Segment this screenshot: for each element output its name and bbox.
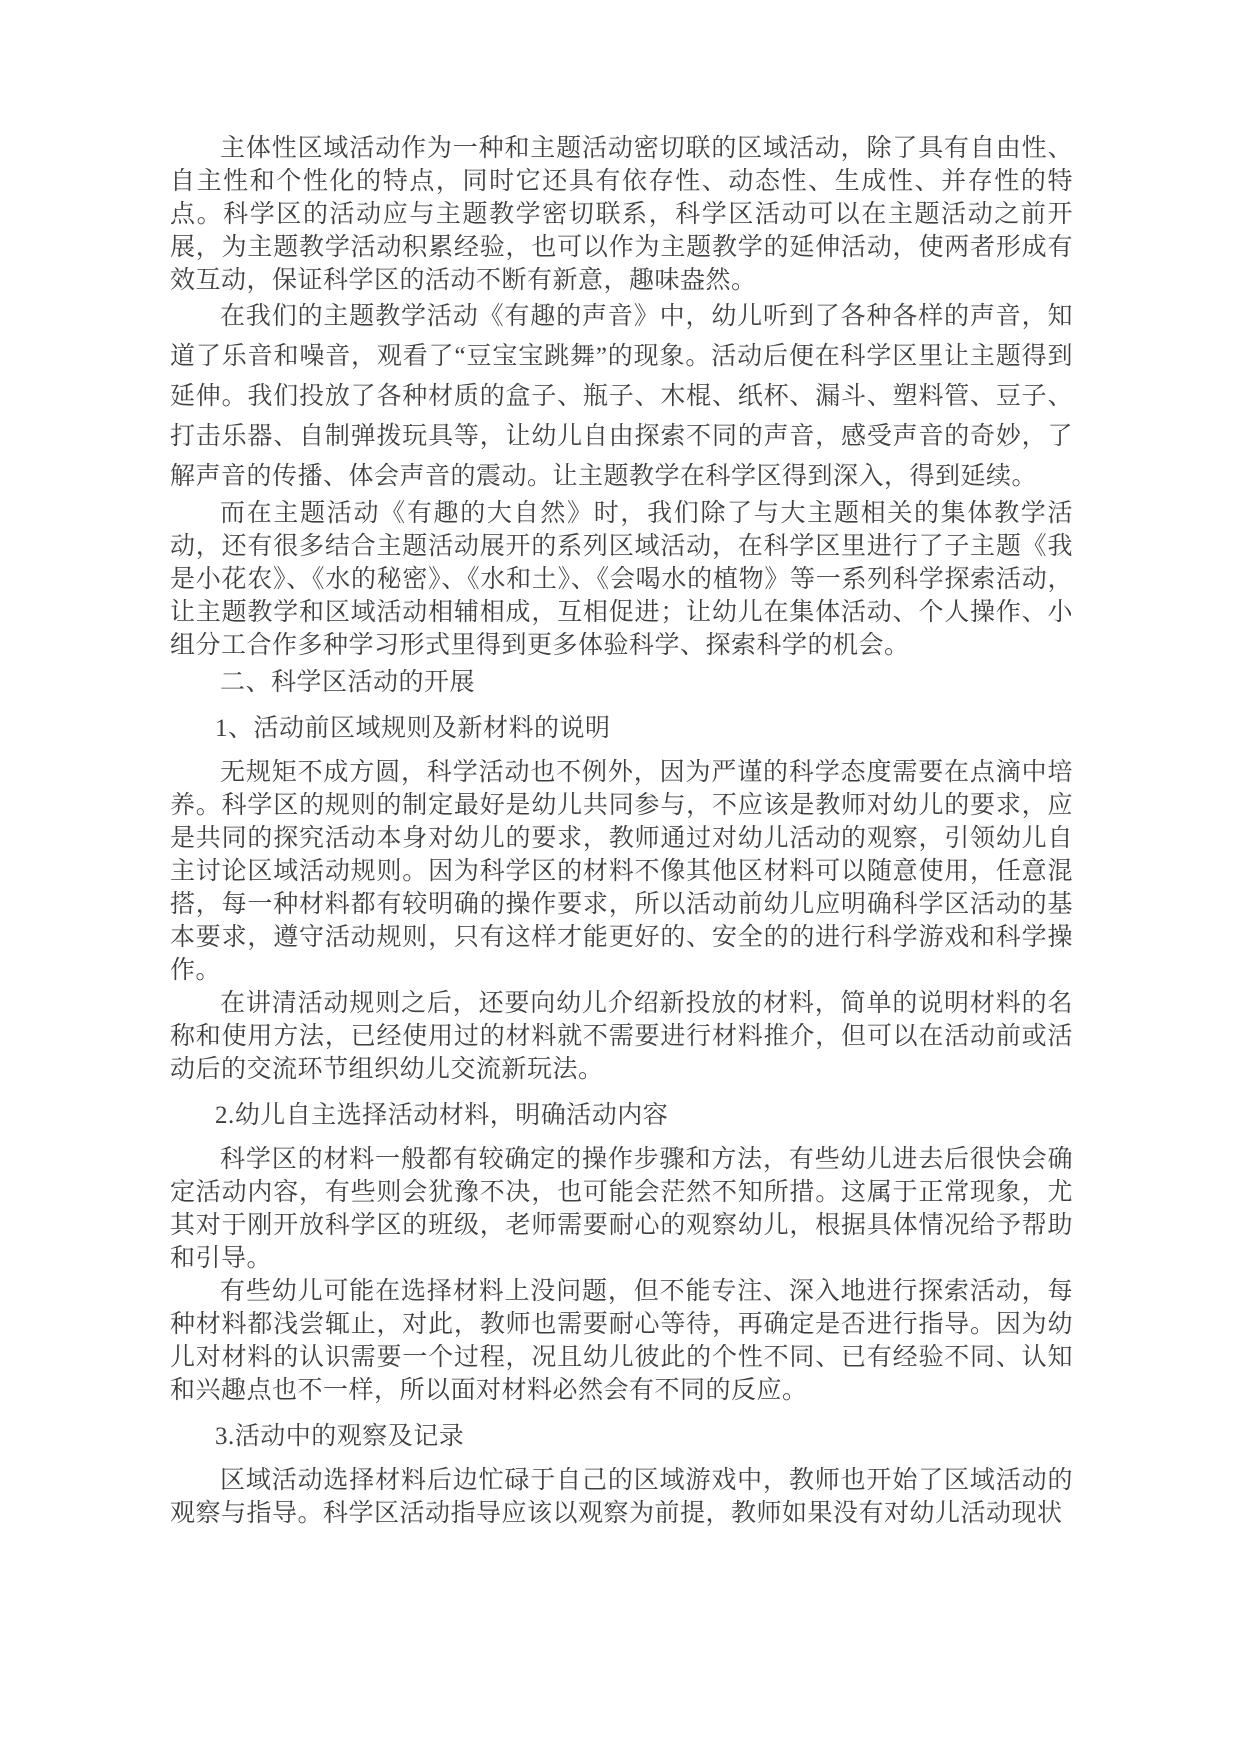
paragraph-rules-making: 无规矩不成方圆，科学活动也不例外，因为严谨的科学态度需要在点滴中培养。科学区的规则的制定最好是幼儿共同参与，不应该是教师对幼儿的要求，应是共同的探究活动本身对幼儿的要求，教师通过对幼儿活动的观察，引领幼儿自主讨论区域活动规则。因为科学区的材料不像其他区材料可以随意使用，任意混搭，每一种材料都有较明确的操作要求，所以活动前幼儿应明确科学区活动的基本要求，遵守活动规则，只有这样才能更好的、安全的的进行科学游戏和科学操作。 <box>170 759 1073 984</box>
paragraph-material-steps: 科学区的材料一般都有较确定的操作步骤和方法，有些幼儿进去后很快会确定活动内容，有些则会犹豫不决，也可能会茫然不知所措。这属于正常现象，尤其对于刚开放科学区的班级，老师需要耐心的观察幼儿，根据具体情况给予帮助和引导。 <box>170 1146 1073 1272</box>
paragraph-child-differences: 有些幼儿可能在选择材料上没问题，但不能专注、深入地进行探索活动，每种材料都浅尝辄止，对此，教师也需要耐心等待，再确定是否进行指导。因为幼儿对材料的认识需要一个过程，况且幼儿彼此的个性不同、已有经验不同、认知和兴趣点也不一样，所以面对材料必然会有不同的反应。 <box>170 1278 1073 1404</box>
paragraph-material-introduction: 在讲清活动规则之后，还要向幼儿介绍新投放的材料，简单的说明材料的名称和使用方法，已经使用过的材料就不需要进行材料推介，但可以在活动前或活动后的交流环节组织幼儿交流新玩法。 <box>170 990 1073 1083</box>
paragraph-sound-theme: 在我们的主题教学活动《有趣的声音》中，幼儿听到了各种各样的声音，知道了乐音和噪音，观看了“豆宝宝跳舞”的现象。活动后便在科学区里让主题得到延伸。我们投放了各种材质的盒子、瓶子、木棍、纸杯、漏斗、塑料管、豆子、打击乐器、自制弹拨玩具等，让幼儿自由探索不同的声音，感受声音的奇妙，了解声音的传播、体会声音的震动。让主题教学在科学区得到深入，得到延续。 <box>170 303 1073 490</box>
document-text-body <box>170 132 1073 1530</box>
paragraph-intro-region-activity: 主体性区域活动作为一种和主题活动密切联的区域活动，除了具有自由性、自主性和个性化的特点，同时它还具有依存性、动态性、生成性、并存性的特点。科学区的活动应与主题教学密切联系，科学区活动可以在主题活动之前开展，为主题教学活动积累经验，也可以作为主题教学的延伸活动，使两者形成有效互动，保证科学区的活动不断有新意，趣味盎然。 <box>170 135 1073 294</box>
sub-heading-3-observe-record: 3.活动中的观察及记录 <box>215 1423 465 1450</box>
paragraph-nature-theme: 而在主题活动《有趣的大自然》时，我们除了与大主题相关的集体教学活动，还有很多结合主题活动展开的系列区域活动，在科学区里进行了子主题《我是小花农》、《水的秘密》、《水和土》、《会喝水的植物》等一系列科学探索活动，让主题教学和区域活动相辅相成，互相促进；让幼儿在集体活动、个人操作、小组分工合作多种学习形式里得到更多体验科学、探索科学的机会。 <box>170 500 1073 659</box>
paragraph-observation-guidance: 区域活动选择材料后边忙碌于自己的区域游戏中，教师也开始了区域活动的观察与指导。科学区活动指导应该以观察为前提，教师如果没有对幼儿活动现状 <box>170 1467 1073 1527</box>
sub-heading-1-rules-materials: 1、活动前区域规则及新材料的说明 <box>215 715 611 742</box>
sub-heading-2-choose-materials: 2.幼儿自主选择活动材料，明确活动内容 <box>215 1102 669 1129</box>
section-heading-2: 二、科学区活动的开展 <box>220 669 476 696</box>
